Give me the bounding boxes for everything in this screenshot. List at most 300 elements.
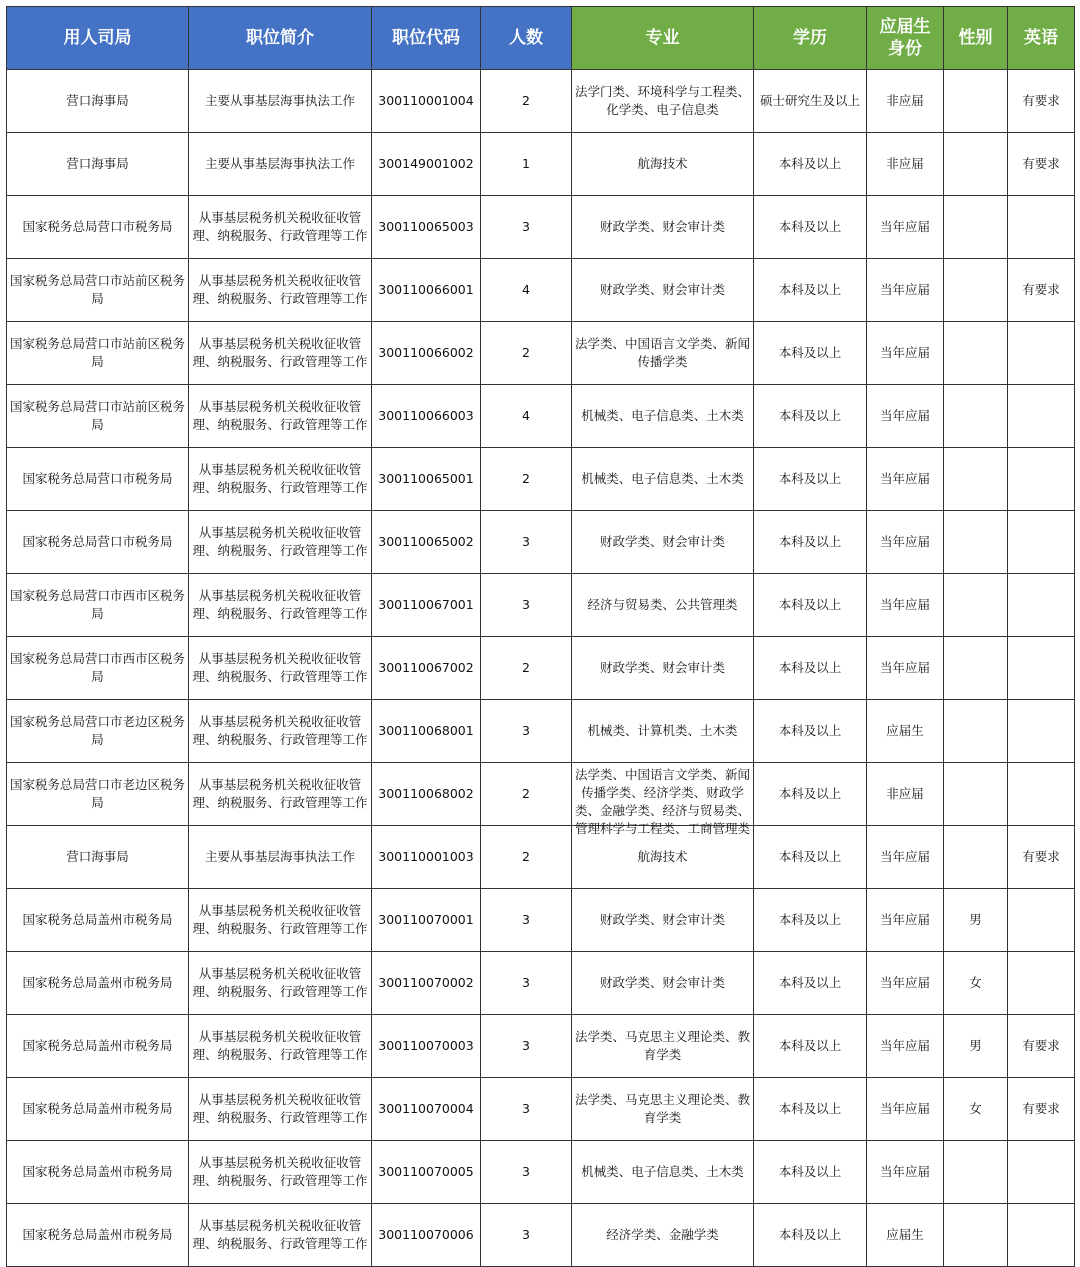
- cell-edu-text: 硕士研究生及以上: [759, 93, 860, 108]
- cell-gender: [944, 700, 1008, 763]
- cell-edu: [754, 133, 867, 196]
- header-count: 人数: [481, 7, 572, 70]
- cell-edu-text: 本科及以上: [778, 219, 842, 234]
- cell-unit-text: 国家税务总局营口市税务局: [22, 219, 173, 234]
- cell-code: [372, 637, 481, 700]
- cell-desc: [189, 1015, 372, 1078]
- cell-count: [481, 448, 572, 511]
- cell-grad: [867, 448, 944, 511]
- cell-code: [372, 574, 481, 637]
- cell-grad-text: 当年应届: [879, 1101, 930, 1116]
- cell-unit-text: 国家税务总局营口市西市区税务局: [9, 651, 185, 684]
- cell-edu-text: 本科及以上: [778, 1101, 842, 1116]
- cell-english-text: 有要求: [1022, 1038, 1060, 1053]
- cell-unit: [7, 700, 189, 763]
- cell-major: [572, 511, 754, 574]
- cell-desc-text: 从事基层税务机关税收征收管理、纳税服务、行政管理等工作: [192, 966, 368, 999]
- cell-desc-text: 主要从事基层海事执法工作: [204, 156, 355, 171]
- table-row: [7, 511, 1075, 574]
- cell-edu-text: 本科及以上: [778, 912, 842, 927]
- cell-english-text: 有要求: [1022, 282, 1060, 297]
- cell-count: [481, 700, 572, 763]
- cell-count-text: 3: [522, 912, 530, 927]
- cell-count-text: 2: [522, 786, 530, 801]
- cell-english: [1008, 133, 1075, 196]
- cell-unit-text: 国家税务总局营口市站前区税务局: [9, 273, 185, 306]
- cell-grad: [867, 889, 944, 952]
- cell-major: [572, 889, 754, 952]
- table-row: [7, 259, 1075, 322]
- cell-english: [1008, 889, 1075, 952]
- cell-english: [1008, 448, 1075, 511]
- cell-english: [1008, 574, 1075, 637]
- cell-english: [1008, 70, 1075, 133]
- cell-edu-text: 本科及以上: [778, 1227, 842, 1242]
- cell-desc-text: 从事基层税务机关税收征收管理、纳税服务、行政管理等工作: [192, 525, 368, 558]
- cell-edu-text: 本科及以上: [778, 1164, 842, 1179]
- cell-desc-text: 主要从事基层海事执法工作: [204, 93, 355, 108]
- cell-count: [481, 133, 572, 196]
- cell-major-text: 法学类、中国语言文学类、新闻传播学类: [574, 336, 750, 369]
- cell-code-text: 300110001004: [378, 93, 474, 108]
- cell-major-text: 财政学类、财会审计类: [599, 660, 725, 675]
- cell-gender: [944, 763, 1008, 826]
- cell-unit: [7, 952, 189, 1015]
- cell-edu: [754, 952, 867, 1015]
- cell-desc-text: 从事基层税务机关税收征收管理、纳税服务、行政管理等工作: [192, 714, 368, 747]
- cell-gender: [944, 133, 1008, 196]
- cell-desc: [189, 385, 372, 448]
- cell-grad-text: 应届生: [886, 1227, 924, 1242]
- cell-unit: [7, 1141, 189, 1204]
- cell-unit: [7, 1015, 189, 1078]
- cell-english: [1008, 322, 1075, 385]
- cell-count-text: 3: [522, 723, 530, 738]
- cell-english: [1008, 1204, 1075, 1267]
- table-row: [7, 70, 1075, 133]
- cell-unit-text: 国家税务总局营口市站前区税务局: [9, 336, 185, 369]
- cell-count: [481, 1015, 572, 1078]
- cell-major-text: 法学类、马克思主义理论类、教育学类: [574, 1092, 750, 1125]
- cell-count: [481, 196, 572, 259]
- cell-english: [1008, 1015, 1075, 1078]
- cell-desc-text: 从事基层税务机关税收征收管理、纳税服务、行政管理等工作: [192, 1155, 368, 1188]
- cell-grad: [867, 700, 944, 763]
- cell-code: [372, 1078, 481, 1141]
- cell-code-text: 300110001003: [378, 849, 474, 864]
- cell-grad: [867, 385, 944, 448]
- cell-english: [1008, 826, 1075, 889]
- cell-major-text: 财政学类、财会审计类: [599, 219, 725, 234]
- cell-code-text: 300110070004: [378, 1101, 474, 1116]
- cell-code: [372, 952, 481, 1015]
- cell-grad: [867, 511, 944, 574]
- cell-unit-text: 国家税务总局营口市西市区税务局: [9, 588, 185, 621]
- cell-gender-text: 女: [969, 1101, 982, 1116]
- cell-major-text: 经济与贸易类、公共管理类: [587, 597, 738, 612]
- cell-grad: [867, 574, 944, 637]
- cell-english: [1008, 637, 1075, 700]
- cell-major-text: 机械类、电子信息类、土木类: [581, 408, 744, 423]
- cell-code: [372, 889, 481, 952]
- cell-major-text: 航海技术: [637, 849, 688, 864]
- cell-desc: [189, 259, 372, 322]
- table-row: [7, 1141, 1075, 1204]
- cell-edu: [754, 385, 867, 448]
- cell-desc: [189, 322, 372, 385]
- cell-edu-text: 本科及以上: [778, 786, 842, 801]
- cell-grad-text: 当年应届: [879, 471, 930, 486]
- table-row: [7, 133, 1075, 196]
- cell-code-text: 300110065002: [378, 534, 474, 549]
- cell-edu: [754, 700, 867, 763]
- table-row: [7, 1015, 1075, 1078]
- cell-grad: [867, 322, 944, 385]
- cell-desc: [189, 889, 372, 952]
- cell-grad: [867, 637, 944, 700]
- cell-gender: [944, 1078, 1008, 1141]
- cell-edu-text: 本科及以上: [778, 849, 842, 864]
- header-unit: 用人司局: [7, 7, 189, 70]
- cell-edu: [754, 322, 867, 385]
- cell-unit-text: 国家税务总局营口市税务局: [22, 534, 173, 549]
- cell-major: [572, 574, 754, 637]
- cell-count: [481, 889, 572, 952]
- cell-edu-text: 本科及以上: [778, 408, 842, 423]
- table-row: [7, 1078, 1075, 1141]
- cell-grad: [867, 1015, 944, 1078]
- cell-grad: [867, 259, 944, 322]
- cell-grad-text: 当年应届: [879, 219, 930, 234]
- cell-unit: [7, 196, 189, 259]
- cell-gender-text: 女: [969, 975, 982, 990]
- cell-code-text: 300110070005: [378, 1164, 474, 1179]
- cell-desc-text: 从事基层税务机关税收征收管理、纳税服务、行政管理等工作: [192, 1029, 368, 1062]
- cell-major: [572, 322, 754, 385]
- cell-code: [372, 511, 481, 574]
- cell-major: [572, 637, 754, 700]
- cell-code: [372, 763, 481, 826]
- cell-edu: [754, 448, 867, 511]
- cell-grad: [867, 763, 944, 826]
- cell-desc: [189, 952, 372, 1015]
- cell-count: [481, 1204, 572, 1267]
- cell-gender: [944, 826, 1008, 889]
- cell-major: [572, 385, 754, 448]
- cell-grad: [867, 133, 944, 196]
- cell-edu: [754, 889, 867, 952]
- cell-code-text: 300110070003: [378, 1038, 474, 1053]
- cell-desc: [189, 133, 372, 196]
- cell-grad-text: 当年应届: [879, 534, 930, 549]
- header-major: 专业: [572, 7, 754, 70]
- cell-code-text: 300110070006: [378, 1227, 474, 1242]
- cell-unit-text: 国家税务总局盖州市税务局: [22, 1164, 173, 1179]
- cell-count-text: 2: [522, 471, 530, 486]
- cell-major-text: 经济学类、金融学类: [606, 1227, 719, 1242]
- cell-count-text: 1: [522, 156, 530, 171]
- cell-desc: [189, 511, 372, 574]
- cell-english: [1008, 952, 1075, 1015]
- header-gender: 性别: [944, 7, 1008, 70]
- cell-code-text: 300110065001: [378, 471, 474, 486]
- cell-edu: [754, 196, 867, 259]
- cell-code-text: 300110065003: [378, 219, 474, 234]
- cell-code-text: 300110068001: [378, 723, 474, 738]
- cell-major: [572, 700, 754, 763]
- cell-desc-text: 从事基层税务机关税收征收管理、纳税服务、行政管理等工作: [192, 651, 368, 684]
- cell-unit-text: 国家税务总局盖州市税务局: [22, 1227, 173, 1242]
- cell-code: [372, 259, 481, 322]
- table-row: [7, 889, 1075, 952]
- cell-count-text: 2: [522, 849, 530, 864]
- cell-count-text: 2: [522, 93, 530, 108]
- cell-major-text: 财政学类、财会审计类: [599, 282, 725, 297]
- table-row: [7, 763, 1075, 826]
- cell-english-text: 有要求: [1022, 93, 1060, 108]
- table-body: [7, 70, 1075, 1267]
- cell-unit-text: 营口海事局: [66, 156, 129, 171]
- cell-major: [572, 259, 754, 322]
- cell-unit-text: 国家税务总局营口市老边区税务局: [9, 777, 185, 810]
- cell-grad-text: 当年应届: [879, 912, 930, 927]
- cell-edu-text: 本科及以上: [778, 282, 842, 297]
- cell-english-text: 有要求: [1022, 156, 1060, 171]
- cell-unit: [7, 322, 189, 385]
- cell-major: [572, 1078, 754, 1141]
- header-desc: 职位简介: [189, 7, 372, 70]
- cell-grad-text: 当年应届: [879, 975, 930, 990]
- cell-code: [372, 448, 481, 511]
- cell-major: [572, 763, 754, 836]
- cell-major-text: 法学类、马克思主义理论类、教育学类: [574, 1029, 750, 1062]
- cell-code: [372, 826, 481, 889]
- cell-desc-text: 从事基层税务机关税收征收管理、纳税服务、行政管理等工作: [192, 777, 368, 810]
- cell-major-text: 法学门类、环境科学与工程类、化学类、电子信息类: [574, 84, 750, 117]
- cell-major-text: 机械类、计算机类、土木类: [587, 723, 738, 738]
- cell-major: [572, 133, 754, 196]
- cell-gender-text: 男: [969, 912, 982, 927]
- cell-count: [481, 574, 572, 637]
- cell-count: [481, 322, 572, 385]
- cell-major: [572, 70, 754, 133]
- cell-grad-text: 当年应届: [879, 408, 930, 423]
- cell-code: [372, 385, 481, 448]
- cell-edu-text: 本科及以上: [778, 660, 842, 675]
- cell-count: [481, 763, 572, 826]
- cell-edu: [754, 637, 867, 700]
- cell-grad-text: 非应届: [886, 93, 924, 108]
- cell-major: [572, 196, 754, 259]
- cell-desc-text: 从事基层税务机关税收征收管理、纳税服务、行政管理等工作: [192, 1218, 368, 1251]
- cell-english: [1008, 1141, 1075, 1204]
- table-row: [7, 385, 1075, 448]
- cell-major: [572, 448, 754, 511]
- cell-desc: [189, 1078, 372, 1141]
- header-code: 职位代码: [372, 7, 481, 70]
- table-row: [7, 196, 1075, 259]
- cell-grad: [867, 1141, 944, 1204]
- cell-unit: [7, 259, 189, 322]
- cell-edu-text: 本科及以上: [778, 345, 842, 360]
- cell-code: [372, 70, 481, 133]
- cell-unit: [7, 763, 189, 826]
- cell-count: [481, 1141, 572, 1204]
- cell-code: [372, 196, 481, 259]
- cell-count-text: 3: [522, 534, 530, 549]
- cell-desc-text: 从事基层税务机关税收征收管理、纳税服务、行政管理等工作: [192, 336, 368, 369]
- cell-unit-text: 营口海事局: [66, 93, 129, 108]
- cell-gender: [944, 1141, 1008, 1204]
- cell-major-text: 机械类、电子信息类、土木类: [581, 1164, 744, 1179]
- cell-code: [372, 322, 481, 385]
- cell-unit-text: 国家税务总局盖州市税务局: [22, 975, 173, 990]
- cell-desc: [189, 637, 372, 700]
- cell-desc: [189, 70, 372, 133]
- cell-grad: [867, 826, 944, 889]
- cell-grad-text: 当年应届: [879, 282, 930, 297]
- cell-gender: [944, 385, 1008, 448]
- cell-count: [481, 637, 572, 700]
- cell-gender: [944, 448, 1008, 511]
- cell-grad-text: 当年应届: [879, 597, 930, 612]
- cell-major: [572, 1015, 754, 1078]
- cell-grad-text: 当年应届: [879, 660, 930, 675]
- cell-unit-text: 国家税务总局盖州市税务局: [22, 1038, 173, 1053]
- cell-grad-text: 非应届: [886, 786, 924, 801]
- cell-edu: [754, 1141, 867, 1204]
- cell-edu-text: 本科及以上: [778, 597, 842, 612]
- header-edu: 学历: [754, 7, 867, 70]
- cell-desc-text: 主要从事基层海事执法工作: [204, 849, 355, 864]
- cell-major-text: 法学类、中国语言文学类、新闻传播学类、经济学类、财政学类、金融学类、经济与贸易类、管理科学与工程类、工商管理类: [574, 767, 750, 836]
- cell-grad: [867, 1204, 944, 1267]
- cell-count-text: 2: [522, 660, 530, 675]
- cell-unit: [7, 385, 189, 448]
- cell-count: [481, 259, 572, 322]
- cell-gender: [944, 259, 1008, 322]
- cell-desc: [189, 448, 372, 511]
- cell-gender: [944, 322, 1008, 385]
- cell-grad-text: 非应届: [886, 156, 924, 171]
- cell-grad: [867, 1078, 944, 1141]
- cell-gender: [944, 637, 1008, 700]
- cell-edu-text: 本科及以上: [778, 723, 842, 738]
- cell-unit: [7, 637, 189, 700]
- cell-desc: [189, 1204, 372, 1267]
- cell-count-text: 3: [522, 1101, 530, 1116]
- cell-edu-text: 本科及以上: [778, 534, 842, 549]
- cell-count-text: 3: [522, 597, 530, 612]
- table-row: [7, 574, 1075, 637]
- cell-grad-text: 当年应届: [879, 1038, 930, 1053]
- cell-edu-text: 本科及以上: [778, 156, 842, 171]
- cell-code-text: 300110066002: [378, 345, 474, 360]
- table-row: [7, 826, 1075, 889]
- cell-code-text: 300110067001: [378, 597, 474, 612]
- cell-edu: [754, 1078, 867, 1141]
- cell-gender: [944, 889, 1008, 952]
- cell-code-text: 300110066001: [378, 282, 474, 297]
- cell-desc-text: 从事基层税务机关税收征收管理、纳税服务、行政管理等工作: [192, 903, 368, 936]
- cell-edu: [754, 1015, 867, 1078]
- cell-english: [1008, 700, 1075, 763]
- cell-major: [572, 952, 754, 1015]
- cell-count-text: 3: [522, 1164, 530, 1179]
- cell-edu-text: 本科及以上: [778, 1038, 842, 1053]
- table-row: [7, 322, 1075, 385]
- cell-code: [372, 133, 481, 196]
- cell-count-text: 3: [522, 1038, 530, 1053]
- cell-code: [372, 1204, 481, 1267]
- cell-count-text: 3: [522, 219, 530, 234]
- cell-unit: [7, 70, 189, 133]
- cell-gender: [944, 511, 1008, 574]
- table-row: [7, 637, 1075, 700]
- cell-count-text: 2: [522, 345, 530, 360]
- cell-gender: [944, 196, 1008, 259]
- table-row: [7, 952, 1075, 1015]
- cell-grad-text: 当年应届: [879, 345, 930, 360]
- cell-unit: [7, 1204, 189, 1267]
- cell-gender-text: 男: [969, 1038, 982, 1053]
- cell-grad: [867, 196, 944, 259]
- cell-unit: [7, 826, 189, 889]
- cell-major: [572, 1141, 754, 1204]
- cell-gender: [944, 1204, 1008, 1267]
- cell-gender: [944, 1015, 1008, 1078]
- cell-count: [481, 952, 572, 1015]
- cell-unit: [7, 1078, 189, 1141]
- cell-desc: [189, 1141, 372, 1204]
- cell-gender: [944, 70, 1008, 133]
- cell-unit-text: 国家税务总局盖州市税务局: [22, 912, 173, 927]
- header-row: [7, 7, 1075, 70]
- cell-major: [572, 1204, 754, 1267]
- cell-edu: [754, 1204, 867, 1267]
- header-english: 英语: [1008, 7, 1075, 70]
- cell-english: [1008, 511, 1075, 574]
- cell-desc: [189, 763, 372, 826]
- cell-code-text: 300110067002: [378, 660, 474, 675]
- cell-edu: [754, 259, 867, 322]
- cell-english-text: 有要求: [1022, 849, 1060, 864]
- cell-major-text: 财政学类、财会审计类: [599, 975, 725, 990]
- cell-unit: [7, 574, 189, 637]
- cell-unit: [7, 133, 189, 196]
- cell-desc: [189, 826, 372, 889]
- cell-edu-text: 本科及以上: [778, 471, 842, 486]
- cell-count: [481, 1078, 572, 1141]
- cell-unit: [7, 889, 189, 952]
- cell-count: [481, 70, 572, 133]
- cell-english-text: 有要求: [1022, 1101, 1060, 1116]
- cell-code: [372, 1015, 481, 1078]
- cell-count: [481, 511, 572, 574]
- cell-count: [481, 826, 572, 889]
- cell-edu: [754, 574, 867, 637]
- cell-desc-text: 从事基层税务机关税收征收管理、纳税服务、行政管理等工作: [192, 588, 368, 621]
- cell-count-text: 4: [522, 282, 530, 297]
- cell-desc-text: 从事基层税务机关税收征收管理、纳税服务、行政管理等工作: [192, 462, 368, 495]
- cell-code-text: 300110070001: [378, 912, 474, 927]
- cell-major-text: 航海技术: [637, 156, 688, 171]
- cell-unit: [7, 511, 189, 574]
- cell-unit-text: 国家税务总局营口市站前区税务局: [9, 399, 185, 432]
- cell-major-text: 机械类、电子信息类、土木类: [581, 471, 744, 486]
- cell-count-text: 3: [522, 1227, 530, 1242]
- cell-code-text: 300149001002: [378, 156, 474, 171]
